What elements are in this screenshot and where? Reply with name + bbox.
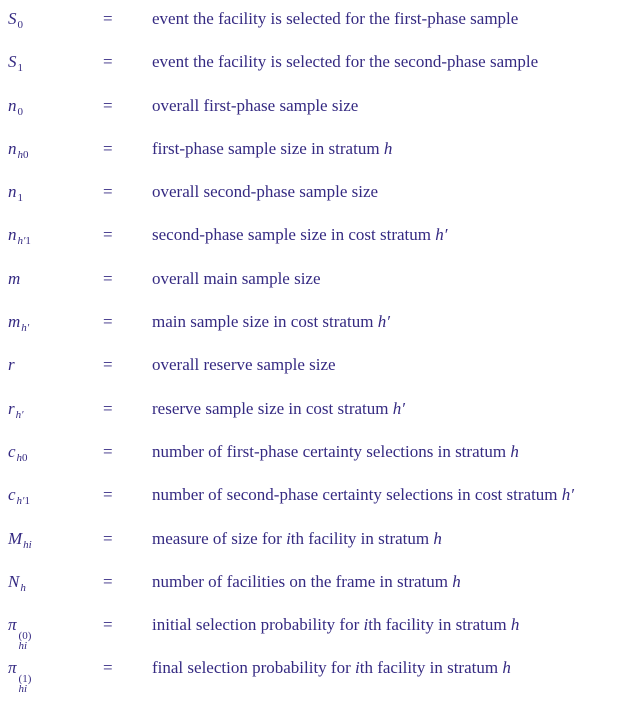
definition-text: overall main sample size bbox=[152, 268, 321, 288]
symbol-subscript: h′1 bbox=[16, 495, 30, 508]
symbol-subscript: 1 bbox=[17, 62, 23, 75]
equals-sign: = bbox=[103, 658, 113, 678]
definition-text: event the facility is selected for the second-phase sample bbox=[152, 52, 539, 72]
symbol bbox=[8, 441, 103, 469]
definition-row bbox=[8, 614, 617, 657]
definition-row bbox=[8, 95, 617, 138]
equals-sign: = bbox=[103, 528, 113, 548]
equals-sign: = bbox=[103, 9, 113, 28]
symbol-base: m bbox=[8, 312, 21, 332]
definition-text: main sample size in cost stratum h′ bbox=[152, 312, 390, 332]
equals-sign: = bbox=[103, 268, 113, 288]
symbol bbox=[8, 484, 103, 512]
equals-sign: = bbox=[103, 138, 113, 158]
symbol bbox=[8, 51, 103, 79]
symbol-subscript: 0 bbox=[17, 19, 23, 31]
symbol-subscript: hi bbox=[18, 683, 28, 696]
symbol bbox=[8, 8, 103, 36]
definition-row bbox=[8, 181, 617, 224]
definition-text: first-phase sample size in stratum h bbox=[152, 138, 393, 158]
symbol-subscript: hi bbox=[23, 538, 32, 551]
symbol bbox=[8, 398, 103, 426]
symbol bbox=[8, 181, 103, 209]
symbol-base: n bbox=[8, 182, 17, 202]
symbol-subscript: h′ bbox=[15, 408, 24, 421]
definition-text: final selection probability for ith facility in stratum h bbox=[152, 658, 511, 678]
definition-row bbox=[8, 8, 617, 51]
symbol-subscript: h bbox=[20, 581, 26, 594]
symbol-base: n bbox=[8, 138, 17, 158]
definition-text: number of second-phase certainty selections in cost stratum h′ bbox=[152, 485, 574, 505]
equals-sign: = bbox=[103, 95, 113, 115]
definition-text: reserve sample size in cost stratum h′ bbox=[152, 398, 405, 418]
symbol-base: M bbox=[8, 528, 23, 548]
symbol bbox=[8, 95, 103, 123]
definition-text: number of first-phase certainty selections in stratum h bbox=[152, 441, 519, 461]
definition-row bbox=[8, 571, 617, 614]
definition-row bbox=[8, 138, 617, 181]
definition-row bbox=[8, 354, 617, 397]
equals-sign: = bbox=[103, 441, 113, 461]
definition-row bbox=[8, 398, 617, 441]
symbol-superscript: (1) bbox=[18, 673, 32, 686]
definition-row bbox=[8, 224, 617, 267]
definition-text: number of facilities on the frame in stratum h bbox=[152, 571, 461, 591]
symbol-subscript: hi bbox=[18, 640, 28, 653]
symbol-subscript: h′1 bbox=[17, 235, 31, 248]
symbol-superscript: (0) bbox=[18, 630, 32, 643]
symbol bbox=[8, 268, 103, 290]
symbol-base: π bbox=[8, 658, 17, 678]
symbol-subscript: h0 bbox=[16, 451, 28, 464]
symbol bbox=[8, 138, 103, 166]
symbol-subscript: h′ bbox=[21, 322, 30, 335]
definition-row bbox=[8, 484, 617, 527]
symbol bbox=[8, 571, 103, 599]
equals-sign: = bbox=[103, 52, 113, 72]
symbol-base: n bbox=[8, 225, 17, 245]
symbol-subscript: h0 bbox=[17, 148, 29, 161]
equals-sign: = bbox=[103, 398, 113, 418]
symbol-base: m bbox=[8, 268, 21, 288]
equals-sign: = bbox=[103, 615, 113, 635]
definition-text: second-phase sample size in cost stratum h′ bbox=[152, 225, 448, 245]
definition-text: initial selection probability for ith facility in stratum h bbox=[152, 615, 520, 635]
symbol-base: c bbox=[8, 485, 16, 505]
equals-sign: = bbox=[103, 571, 113, 591]
symbol-supsub-stack bbox=[19, 674, 32, 694]
definition-row bbox=[8, 441, 617, 484]
symbol-base: r bbox=[8, 398, 15, 418]
equals-sign: = bbox=[103, 312, 113, 332]
symbol-base: c bbox=[8, 441, 16, 461]
symbol bbox=[8, 614, 103, 651]
equals-sign: = bbox=[103, 355, 113, 375]
equals-sign: = bbox=[103, 182, 113, 202]
definition-text: overall second-phase sample size bbox=[152, 182, 379, 202]
symbol-base: n bbox=[8, 95, 17, 115]
definition-row bbox=[8, 51, 617, 94]
definition-text: overall first-phase sample size bbox=[152, 95, 359, 115]
definition-row bbox=[8, 657, 617, 700]
definition-text: overall reserve sample size bbox=[152, 355, 336, 375]
symbol-supsub-stack bbox=[19, 631, 32, 651]
equals-sign: = bbox=[103, 225, 113, 245]
symbol-base: r bbox=[8, 355, 15, 375]
symbol-base: π bbox=[8, 615, 17, 635]
symbol-subscript: 1 bbox=[17, 192, 23, 205]
symbol-base: S bbox=[8, 9, 17, 28]
symbol-base: N bbox=[8, 571, 20, 591]
symbol bbox=[8, 224, 103, 252]
definition-row bbox=[8, 268, 617, 311]
symbol bbox=[8, 528, 103, 556]
symbol-subscript: 0 bbox=[17, 105, 23, 118]
symbol bbox=[8, 657, 103, 694]
symbol-base: S bbox=[8, 52, 17, 72]
definition-text: measure of size for ith facility in stratum h bbox=[152, 528, 442, 548]
definition-text: event the facility is selected for the first-phase sample bbox=[152, 9, 519, 28]
symbol bbox=[8, 311, 103, 339]
symbol bbox=[8, 354, 103, 376]
definition-row bbox=[8, 311, 617, 354]
definition-row bbox=[8, 528, 617, 571]
equals-sign: = bbox=[103, 485, 113, 505]
